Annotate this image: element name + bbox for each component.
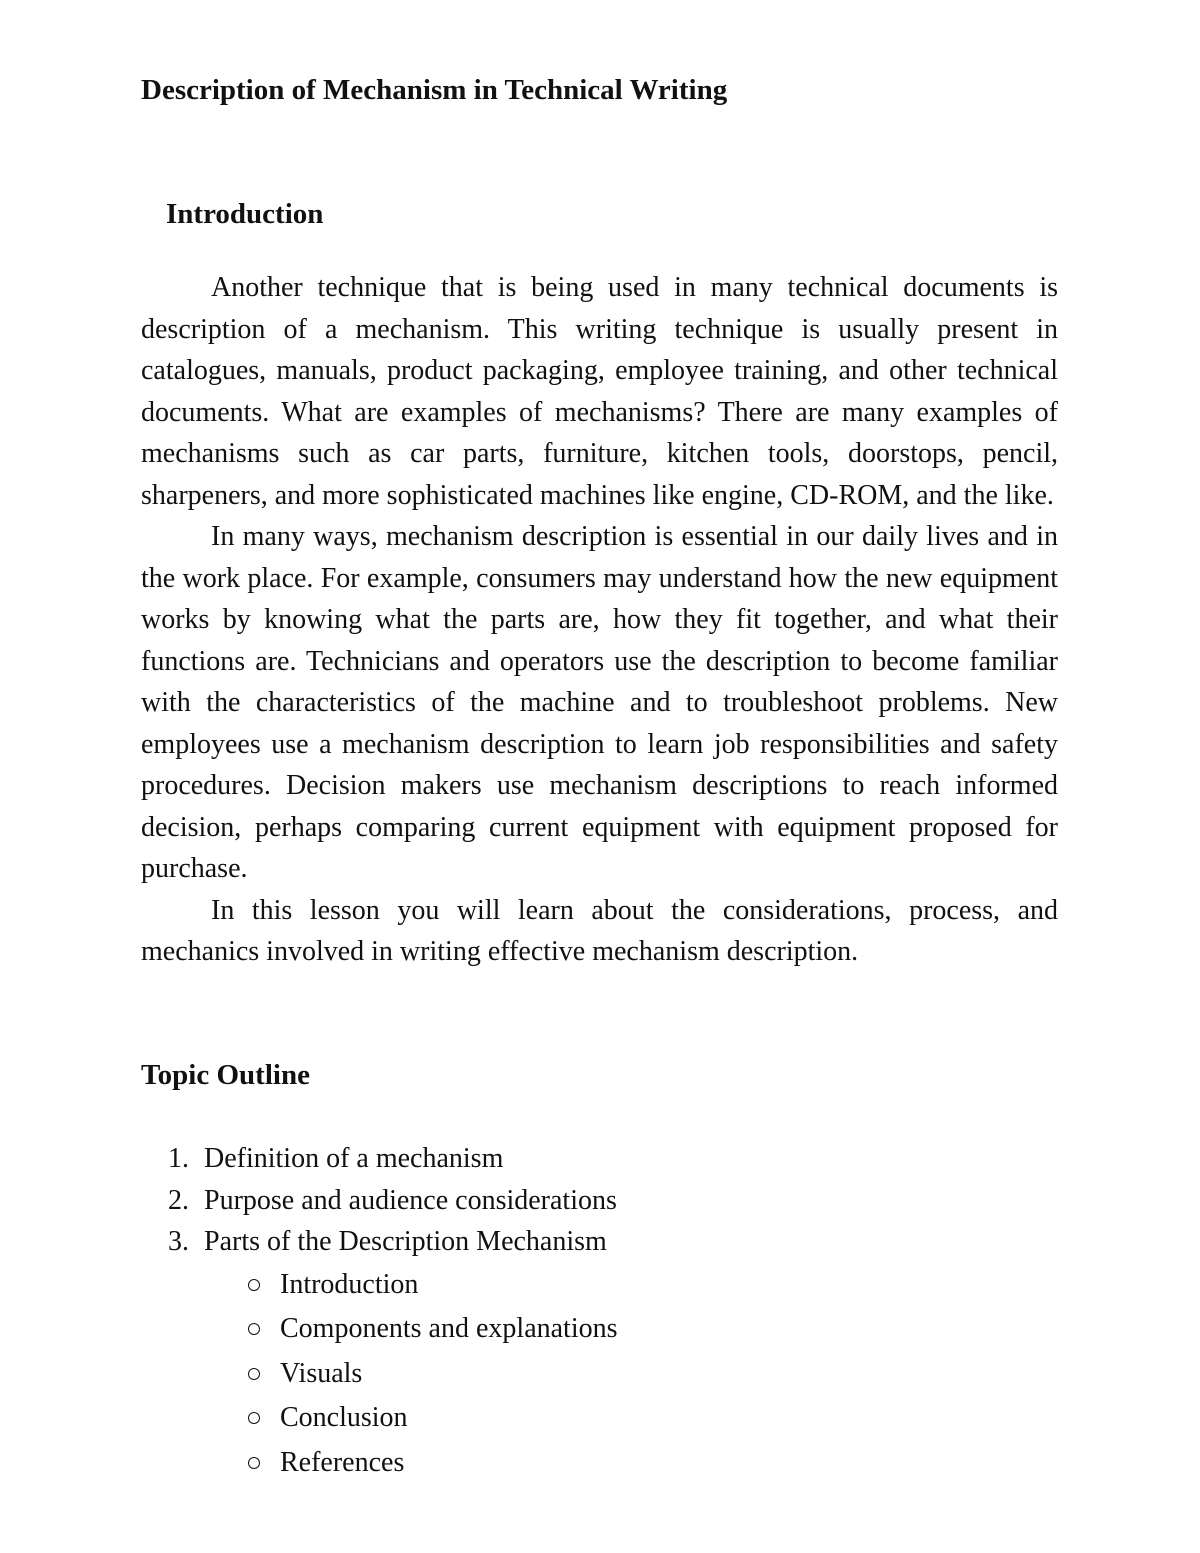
outline-item-number: 3. [168, 1226, 189, 1257]
outline-subitem [248, 1441, 618, 1486]
outline-subitem-label: Components and explanations [280, 1313, 618, 1344]
outline-subitem-label: Visuals [280, 1357, 363, 1389]
outline-item-number: 2. [168, 1184, 189, 1216]
outline-item-label: Purpose and audience considerations [204, 1184, 617, 1216]
outline-subitem [248, 1307, 618, 1352]
outline-subitem-label: Introduction [280, 1268, 419, 1300]
outline-item-label: Parts of the Description Mechanism [204, 1226, 607, 1257]
topic-outline-heading: Topic Outline [141, 1059, 310, 1091]
hollow-circle-bullet-icon [248, 1457, 260, 1469]
outline-entry [168, 1180, 618, 1222]
introduction-paragraph: In this lesson you will learn about the considerations, process, and mechanics involved in writing effective mechanism description. [141, 894, 1058, 967]
hollow-circle-bullet-icon [248, 1279, 260, 1291]
outline-subitem [248, 1396, 618, 1441]
outline-item-number: 1. [168, 1143, 189, 1174]
outline-subitem-label: Conclusion [280, 1402, 408, 1433]
document-title: Description of Mechanism in Technical Writing [141, 74, 728, 106]
hollow-circle-bullet-icon [248, 1412, 260, 1424]
outline-sublist [168, 1263, 618, 1486]
hollow-circle-bullet-icon [248, 1368, 260, 1380]
outline-entry [168, 1221, 618, 1485]
introduction-paragraph: Another technique that is being used in many technical documents is description of a mechanism. This writing technique is usually present in catalogues, manuals, product packaging, employee training, and other technical documents. What are examples of mechanisms? There are many examples of mechanisms such as car parts, furniture, kitchen tools, doorstops, pencil, sharpeners, and more sophisticated machines like engine, CD-ROM, and the like. [141, 272, 1058, 511]
introduction-body [141, 267, 1058, 973]
topic-outline-list [168, 1138, 618, 1485]
introduction-paragraph: In many ways, mechanism description is essential in our daily lives and in the work place. For example, consumers may understand how the new equipment works by knowing what the parts are, how they fit together, and what their functions are. Technicians and operators use the description to become familiar with the characteristics of the machine and to troubleshoot problems. New employees use a mechanism description to learn job responsibilities and safety procedures. Decision makers use mechanism descriptions to reach informed decision, perhaps comparing current equipment with equipment proposed for purchase. [141, 521, 1058, 884]
outline-subitem [248, 1352, 618, 1397]
outline-item-label: Definition of a mechanism [204, 1143, 504, 1174]
outline-subitem [248, 1263, 618, 1308]
hollow-circle-bullet-icon [248, 1323, 260, 1335]
outline-subitem-label: References [280, 1446, 405, 1478]
outline-entry [168, 1138, 618, 1180]
introduction-heading: Introduction [166, 198, 324, 230]
